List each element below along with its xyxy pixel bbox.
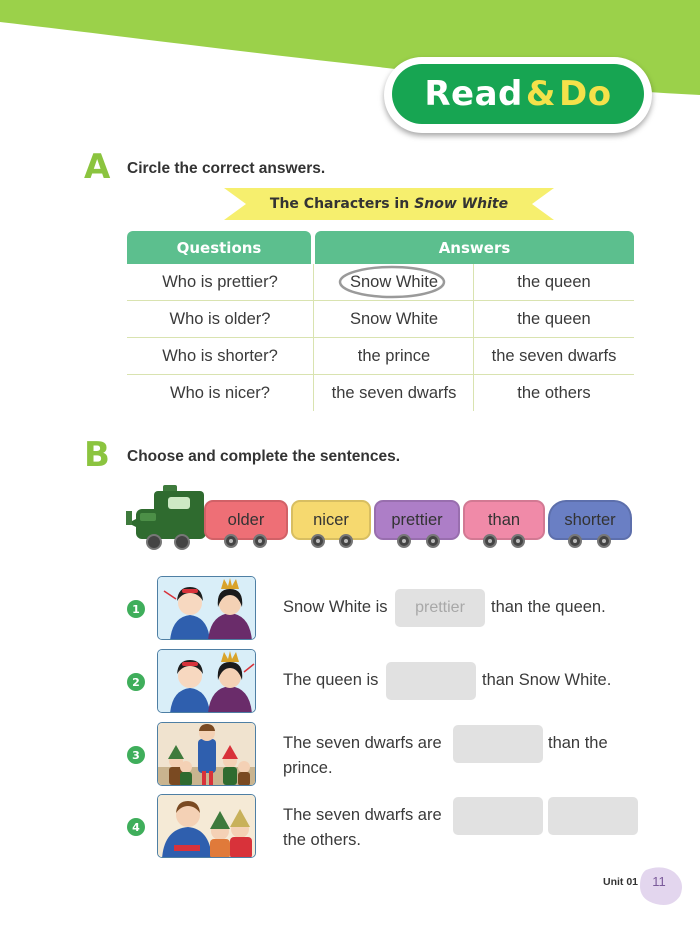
banner-prefix: The Characters in (269, 196, 410, 212)
banner-title: Snow White (414, 196, 509, 212)
sentence-4-line2: the others. (283, 831, 361, 849)
sentence-1-end: than the queen. (491, 598, 606, 616)
answer-option[interactable]: the others (517, 383, 591, 402)
answer-option[interactable]: Snow White (349, 309, 439, 328)
question-cell: Who is nicer? (170, 383, 270, 402)
sentence-4-blank-2[interactable] (548, 797, 638, 835)
sentence-2-start: The queen is (283, 671, 379, 689)
characters-banner (224, 185, 554, 223)
question-cell: Who is prettier? (162, 272, 278, 291)
train-wheel (224, 534, 238, 548)
item-number-3: 3 (127, 746, 145, 764)
section-b-letter: B (84, 435, 110, 475)
section-b-heading: Choose and complete the sentences. (127, 448, 401, 465)
table-divider (313, 264, 314, 411)
answer-option[interactable]: the seven dwarfs (491, 346, 617, 365)
item-number-1: 1 (127, 600, 145, 618)
queen-and-snow-white-icon (157, 649, 256, 713)
read-and-do-badge (384, 57, 652, 133)
sentence-3-blank[interactable] (453, 725, 543, 763)
train-wheel (511, 534, 525, 548)
train-wheel (426, 534, 440, 548)
item-number-4: 4 (127, 818, 145, 836)
sentence-2-blank[interactable] (386, 662, 476, 700)
table-row (127, 375, 634, 411)
train-wheel (339, 534, 353, 548)
train-wheel (397, 534, 411, 548)
sentence-4-blank-1[interactable] (453, 797, 543, 835)
sentence-3-end: than the (548, 734, 608, 752)
section-a-heading: Circle the correct answers. (127, 160, 326, 177)
table-divider (473, 264, 474, 411)
train-wheel (568, 534, 582, 548)
word-car-older[interactable]: older (204, 500, 288, 540)
sentence-1-start: Snow White is (283, 598, 388, 616)
answer-option[interactable]: Snow White (349, 272, 439, 291)
word-car-than[interactable]: than (463, 500, 545, 540)
word-car-nicer[interactable]: nicer (291, 500, 371, 540)
train-wheel (597, 534, 611, 548)
answers-header: Answers (315, 231, 634, 264)
train-wheel (483, 534, 497, 548)
sentence-1-blank[interactable]: prettier (395, 589, 485, 627)
questions-header: Questions (127, 231, 311, 264)
answer-option[interactable]: the queen (517, 309, 591, 328)
sentence-2-end: than Snow White. (482, 671, 612, 689)
snow-white-and-queen-icon (157, 576, 256, 640)
question-cell: Who is shorter? (162, 346, 278, 365)
train-wheel (253, 534, 267, 548)
table-row (127, 338, 634, 375)
prince-with-dwarfs-icon (157, 794, 256, 858)
sentence-3-line2: prince. (283, 759, 333, 777)
prince-and-dwarfs-icon (157, 722, 256, 786)
answer-option[interactable]: the queen (517, 272, 591, 291)
word-car-prettier[interactable]: prettier (374, 500, 460, 540)
title-read: Read (424, 74, 523, 114)
sentence-3-start: The seven dwarfs are (283, 734, 442, 752)
item-number-2: 2 (127, 673, 145, 691)
train-wheel (311, 534, 325, 548)
section-a-letter: A (84, 147, 111, 187)
answer-circle-mark (334, 263, 450, 301)
word-car-shorter[interactable]: shorter (548, 500, 632, 540)
train-engine-icon (126, 483, 208, 551)
title-do: Do (559, 74, 612, 114)
sentence-4-start: The seven dwarfs are (283, 806, 442, 824)
question-cell: Who is older? (169, 309, 271, 328)
title-ampersand: & (525, 74, 557, 114)
table-row (127, 301, 634, 338)
page-number: 11 (652, 874, 666, 889)
answer-option[interactable]: the prince (357, 346, 431, 365)
unit-label: Unit 01 (603, 876, 639, 888)
answer-option[interactable]: the seven dwarfs (331, 383, 457, 402)
